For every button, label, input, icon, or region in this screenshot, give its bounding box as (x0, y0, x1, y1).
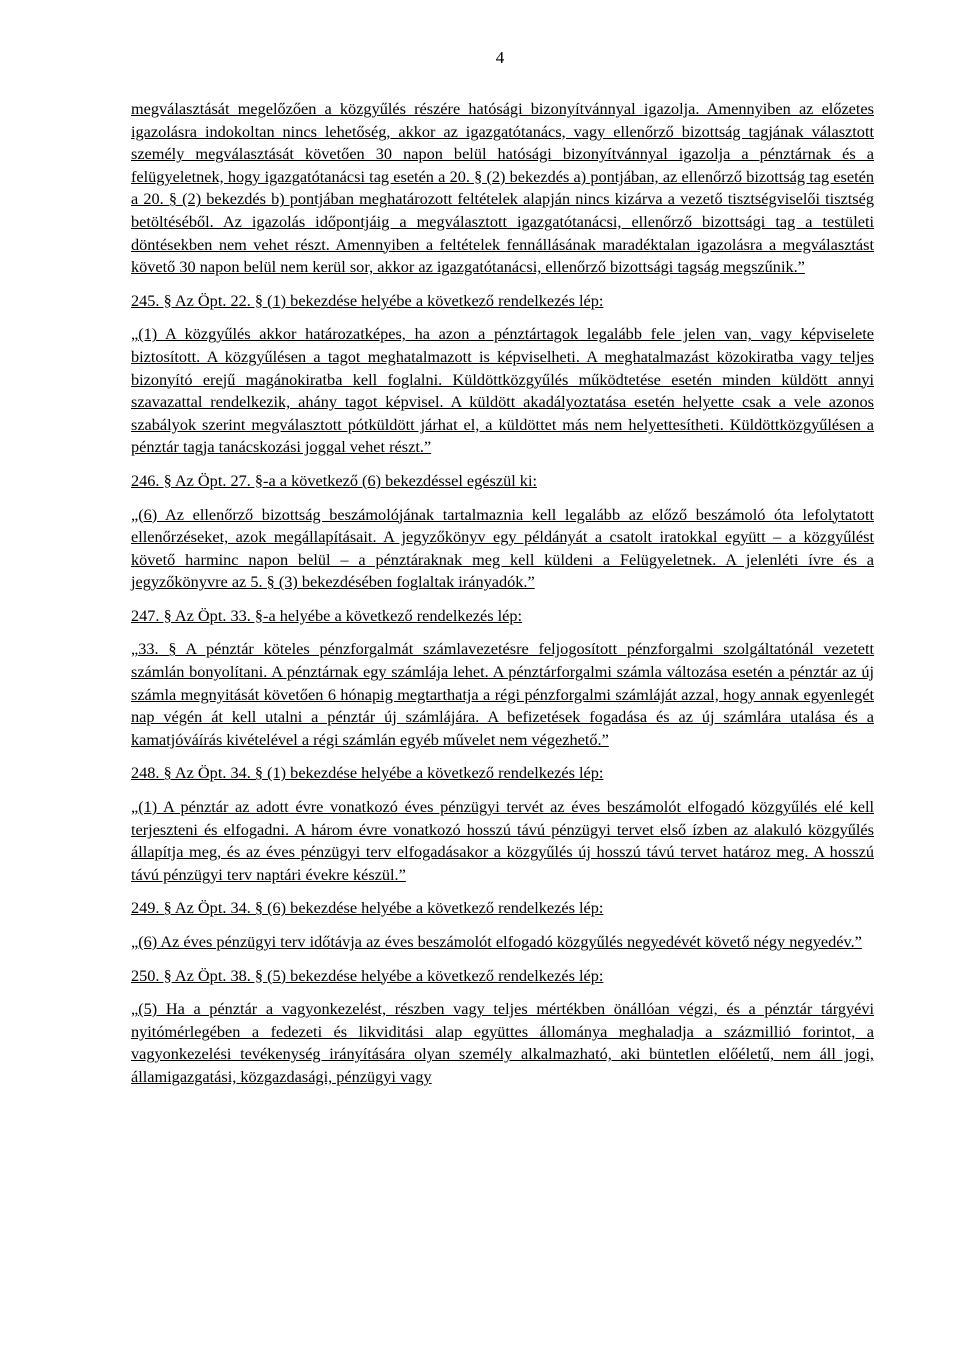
section-246-quote: „(6) Az ellenőrző bizottság beszámolójának tartalmaznia kell legalább az előző beszámoló óta lefolytatott ellenőrzéseket, azok megállapításait. A jegyzőkönyv egy példányát a csatolt iratokkal együtt – a közgyűlést követő harminc napon belül – a pénztáraknak meg kell küldeni a Felügyeletnek. A jelenléti ívre és a jegyzőkönyvre az 5. § (3) bekezdésében foglaltak irányadók.” (131, 504, 874, 592)
section-247-heading: 247. § Az Öpt. 33. §-a helyébe a következő rendelkezés lép: (131, 605, 523, 625)
section-250-quote: „(5) Ha a pénztár a vagyonkezelést, részben vagy teljes mértékben önállóan végzi, és a pénztár tárgyévi nyitómérlegében a fedezeti és likviditási alap együttes állománya meghaladja a százmillió forintot, a vagyonkezelési tevékenység irányítására olyan személy alkalmazható, aki büntetlen előéletű, nem áll jogi, államigazgatási, közgazdasági, pénzügyi vagy (131, 999, 874, 1086)
section-245-quote: „(1) A közgyűlés akkor határozatképes, ha azon a pénztártagok legalább fele jelen van, vagy képviselete biztosított. A közgyűlésen a tagot meghatalmazott is képviselheti. A meghatalmazást közokiratba vagy teljes bizonyító erejű magánokiratba kell foglalni. Küldöttközgyűlés működtetése esetén minden küldött annyi szavazattal rendelkezik, ahány tagot képvisel. A küldött akadályoztatása esetén helyette csak a vele azonos szabályok szerint megválasztott pótküldött járhat el, a küldöttet más nem helyettesítheti. Küldöttközgyűlésen a pénztár tagja tanácskozási joggal vehet részt.” (131, 324, 874, 457)
section-247-quote: „33. § A pénztár köteles pénzforgalmát számlavezetésre feljogosított pénzforgalmi szolgáltatónál vezetett számlán bonyolítani. A pénztárnak egy számlája lehet. A pénztárforgalmi számla változása esetén a pénztár az új számla megnyitását követően 6 hónapig megtarthatja a régi pénzforgalmi számláját azzal, hogy annak egyenlegét nap végén át kell utalni a pénztár új számlájára. A befizetések fogadása és az új számlára utalása és a kamatjóváírás kivételével a régi számlán egyéb művelet nem végezhető.” (131, 639, 874, 749)
paragraph-intro-continuation: megválasztását megelőzően a közgyűlés részére hatósági bizonyítvánnyal igazolja. Amennyiben az előzetes igazolásra indokoltan nincs lehetőség, akkor az igazgatótanács, vagy ellenőrző bizottság tagjának választott személy megválasztását követően 30 napon belül hatósági bizonyítvánnyal igazolja a pénztárnak és a felügyeletnek, hogy igazgatótanácsi tag esetén a 20. § (2) bekezdés a) pontjában, az ellenőrző bizottság tag esetén a 20. § (2) bekezdés b) pontjában meghatározott feltételek alapján nincs kizárva a vezető tisztségviselői tisztség betöltéséből. Az igazolás időpontjáig a megválasztott igazgatótanácsi, ellenőrző bizottsági tag a testületi döntésekben nem vehet részt. Amennyiben a feltételek fennállásának maradéktalan igazolásra a megválasztást követő 30 napon belül nem kerül sor, akkor az igazgatótanácsi, ellenőrző bizottsági tagság megszűnik.” (131, 99, 874, 277)
section-250-heading: 250. § Az Öpt. 38. § (5) bekezdése helyébe a következő rendelkezés lép: (131, 965, 604, 985)
page-number: 4 (495, 48, 505, 67)
document-body (131, 98, 874, 1089)
section-249-quote: „(6) Az éves pénzügyi terv időtávja az éves beszámolót elfogadó közgyűlés negyedévét követő négy negyedév.” (131, 932, 862, 951)
section-248-heading: 248. § Az Öpt. 34. § (1) bekezdése helyébe a következő rendelkezés lép: (131, 763, 604, 783)
section-248-quote: „(1) A pénztár az adott évre vonatkozó éves pénzügyi tervét az éves beszámolót elfogadó közgyűlés elé kell terjeszteni és elfogadni. A három évre vonatkozó hosszú távú pénzügyi tervet első ízben az alakuló közgyűlés állapítja meg, és az éves pénzügyi terv elfogadásakor a közgyűlés új hosszú távú tervet határoz meg. A hosszú távú pénzügyi terv naptári évekre készül.” (131, 797, 874, 884)
section-245-heading: 245. § Az Öpt. 22. § (1) bekezdése helyébe a következő rendelkezés lép: (131, 290, 604, 310)
scan-edge (0, 0, 960, 8)
section-246-heading: 246. § Az Öpt. 27. §-a a következő (6) bekezdéssel egészül ki: (131, 470, 537, 490)
section-249-heading: 249. § Az Öpt. 34. § (6) bekezdése helyébe a következő rendelkezés lép: (131, 898, 604, 918)
